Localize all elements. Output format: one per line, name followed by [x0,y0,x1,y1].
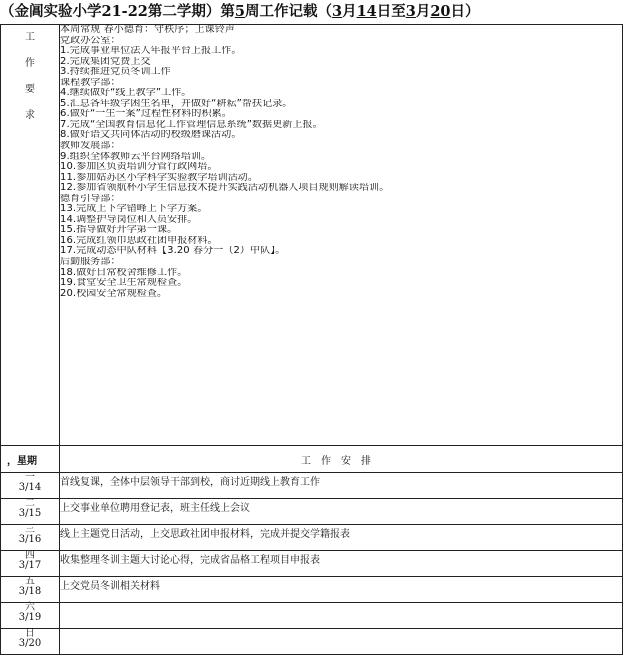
weekday-label: 二 [25,498,35,509]
requirement-line: 19.食堂安全卫生常规检查。 [60,278,188,289]
title-prefix: （金阊实验小学21-22第二学期）第 [0,3,235,20]
title-suffix: 日） [450,3,480,20]
title-end-month: 3 [405,3,416,20]
date-label: 3/16 [18,534,42,545]
day-cell [1,603,60,629]
requirement-line: 教师发展部： [60,141,121,152]
weekday-label: 日 [25,628,35,639]
date-label: 3/17 [18,560,42,571]
title-end-day: 20 [430,3,451,20]
schedule-row-wednesday [1,525,623,551]
schedule-row-friday [1,577,623,603]
date-label: 3/18 [18,586,42,597]
requirement-line: 17.完成动态中队材料【3.20 春分一（2）中队】。 [60,246,286,257]
title-text-4: 月 [415,3,431,20]
weekday-label: 五 [25,576,35,587]
weekday-label: 四 [25,550,35,561]
requirement-line: 13.完成上下学错峰上下学方案。 [60,204,208,215]
title-start-day: 14 [356,3,377,20]
day-cell [1,629,60,655]
task-cell: 首线复课，全体中层领导干部到校，商讨近期线上教育工作 [60,473,623,499]
task-cell: 上交党员冬训相关材料 [60,577,623,603]
requirement-line: 5.汇总各年级学困生名单，并做好“耕耘”帮扶记录。 [60,98,293,109]
title-week-number: 5 [234,3,245,20]
schedule-row-saturday [1,603,623,629]
requirement-line: 本周常规 春小德育：守秩序；上课铃声 [60,25,235,35]
day-cell [1,577,60,603]
requirement-line: 1.完成事业单位法人年报平台上报工作。 [60,46,242,57]
schedule-row-sunday [1,629,623,655]
requirement-line: 3.持续推进党员冬训工作 [60,67,171,78]
requirements-row [1,25,623,446]
day-cell [1,525,60,551]
requirement-line: 12.参加省领航杯小学生信息技术提升实践活动机器人项目规则解读培训。 [60,183,390,194]
title-start-month: 3 [331,3,343,20]
requirement-line: 4.继续做好“线上教学”工作。 [60,88,192,99]
requirement-line: 2.完成集团党费上交 [60,56,151,67]
requirement-line: 后勤服务部： [60,257,121,268]
task-cell: 收集整理冬训主题大讨论心得，完成省品格工程项目申报表 [60,551,623,577]
header-weekday: ，星期 [1,446,60,473]
weekday-label: 三 [25,524,35,535]
task-cell: 线上主题党日活动，上交思政社团申报材料，完成并提交学籍报表 [60,525,623,551]
requirement-line: 7.完成“全国教育信息化工作管理信息系统”数据更新上报。 [60,119,323,130]
schedule-row-tuesday [1,499,623,525]
document-title [0,0,624,24]
date-label: 3/15 [18,508,42,519]
title-text-3: 日至 [376,3,406,20]
day-cell [1,551,60,577]
requirement-line: 8.做好语文共同体活动的校级磨课活动。 [60,130,242,141]
task-cell: 上交事业单位聘用登记表，班主任线上会议 [60,499,623,525]
schedule-row-monday [1,473,623,499]
requirements-label: 工 作 要 求 [25,32,35,121]
requirement-line: 14.调整护导岗位和人员安排。 [60,214,198,225]
requirement-line: 15.指导做好开学第一课。 [60,225,178,236]
weekday-label: 六 [25,602,35,613]
requirement-line: 20.校园安全常规检查。 [60,288,168,299]
date-label: 3/14 [18,482,42,493]
task-cell [60,603,623,629]
weekday-label: 一 [25,472,35,483]
requirement-line: 德育引导部： [60,193,121,204]
requirement-line: 18.做好日常校舍维修工作。 [60,267,188,278]
requirement-line: 6.做好“一生一案”过程性材料的积累。 [60,109,232,120]
requirement-line: 9.组织全体教师云平台网络培训。 [60,151,212,162]
requirement-line: 16.完成红领巾思政社团申报材料。 [60,235,218,246]
title-text-1: 周工作记载（ [244,3,332,20]
requirement-line: 党政办公室： [60,35,121,46]
day-cell [1,473,60,499]
schedule-row-thursday [1,551,623,577]
date-label: 3/19 [18,612,42,623]
title-text-2: 月 [342,3,357,20]
requirement-line: 11.参加姑苏区小学科学实验教学培训活动。 [60,172,259,183]
requirement-line: 10.参加区负责培训分管行政网培。 [60,162,218,173]
requirement-line: 课程教学部： [60,77,121,88]
requirements-label-cell [1,25,60,446]
task-cell [60,629,623,655]
work-record-table [0,24,623,655]
schedule-header-row [1,446,623,473]
header-arrangement: 工作安排 [60,446,623,473]
date-label: 3/20 [18,638,42,649]
day-cell [1,499,60,525]
requirements-content [60,25,623,446]
